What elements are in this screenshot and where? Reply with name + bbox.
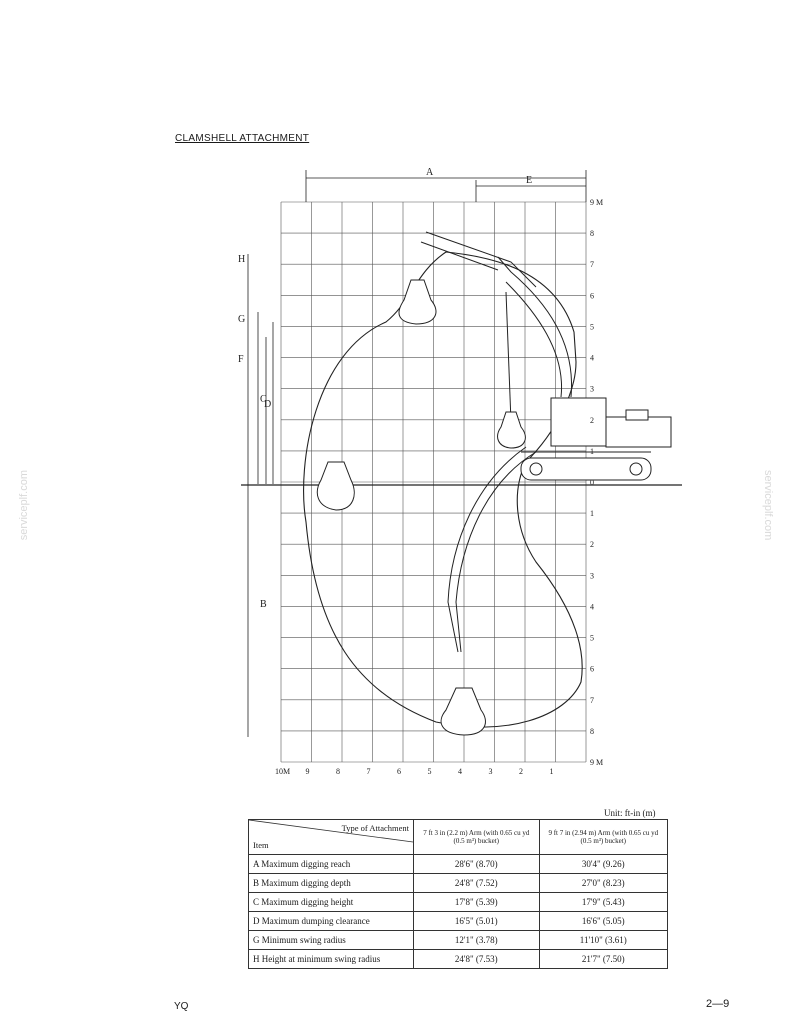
clamshell-buckets [317,280,525,735]
row-value: 21'7" (7.50) [539,950,667,969]
right-scale-tick: 0 [590,478,594,487]
dimension-label-a: A [426,167,434,178]
bottom-scale-tick: 9 [305,767,310,776]
right-scale-tick: 6 [590,291,594,301]
right-scale-tick: 4 [590,602,594,612]
right-scale-tick: 5 [590,322,594,332]
footer-model-code: YQ [174,1001,189,1012]
row-item: C Maximum digging height [249,893,414,912]
right-scale-tick: 2 [590,540,594,550]
bottom-scale-tick: 8 [336,767,340,776]
row-item: A Maximum digging reach [249,855,414,874]
bottom-scale-tick: 6 [397,767,401,776]
right-scale-tick: 8 [590,229,594,239]
bottom-scale-tick: 5 [427,767,432,776]
row-value: 11'10" (3.61) [539,931,667,950]
right-scale-tick: 7 [590,695,594,705]
right-scale-tick: 3 [590,571,594,581]
dimension-lines [248,170,586,737]
right-scale-tick: 5 [590,633,594,643]
header-type-label: Type of Attachment [341,823,409,833]
right-scale-tick: 8 [590,726,594,736]
table-header-row [249,820,668,855]
page-number: 2—9 [706,998,730,1010]
right-scale-tick: 9 M [590,198,604,207]
row-value: 28'6" (8.70) [414,855,540,874]
row-item: H Height at minimum swing radius [249,950,414,969]
table-row [249,893,668,912]
right-scale-tick: 3 [590,384,594,394]
row-item: G Minimum swing radius [249,931,414,950]
dimension-label-d: D [264,399,272,410]
row-value: 17'8" (5.39) [414,893,540,912]
boom-and-arm [421,232,572,652]
row-value: 12'1" (3.78) [414,931,540,950]
unit-label: Unit: ft-in (m) [604,808,656,818]
dimension-label-f: F [238,354,244,365]
column-header: 9 ft 7 in (2.94 m) Arm (with 0.65 cu yd (0.5 m³) bucket) [539,820,667,855]
row-value: 24'8" (7.53) [414,950,540,969]
watermark-left: serviceplf.com [18,470,30,541]
row-value: 16'6" (5.05) [539,912,667,931]
working-range-diagram [236,162,686,782]
dimension-label-g: G [238,314,246,325]
row-value: 27'0" (8.23) [539,874,667,893]
bottom-scale-tick: 1 [549,767,554,776]
row-value: 24'8" (7.52) [414,874,540,893]
dimension-label-c: C [260,394,267,405]
page-title: CLAMSHELL ATTACHMENT [175,133,310,144]
header-corner-cell [249,820,414,855]
bottom-scale-tick: 7 [366,767,371,776]
excavator-body [521,398,671,480]
right-scale-tick: 7 [590,260,594,270]
column-header: 7 ft 3 in (2.2 m) Arm (with 0.65 cu yd (0.5 m³) bucket) [414,820,540,855]
watermark-right: serviceplf.com [762,470,774,541]
header-item-label: Item [253,840,269,850]
row-value: 17'9" (5.43) [539,893,667,912]
row-item: B Maximum digging depth [249,874,414,893]
dimension-label-e: E [526,175,533,186]
right-scale-tick: 2 [590,415,594,425]
row-value: 16'5" (5.01) [414,912,540,931]
bottom-scale-tick: 2 [519,767,523,776]
specification-table [248,819,668,969]
right-scale-tick: 1 [590,446,594,456]
bottom-scale-tick: 10M [275,767,291,776]
row-item: D Maximum dumping clearance [249,912,414,931]
right-scale-tick: 6 [590,664,594,674]
table-row [249,912,668,931]
right-scale-tick: 4 [590,353,594,363]
table-row [249,931,668,950]
bottom-scale-tick: 4 [458,767,462,776]
table-row [249,950,668,969]
row-value: 30'4" (9.26) [539,855,667,874]
table-row [249,855,668,874]
dimension-label-b: B [260,599,267,610]
table-row [249,874,668,893]
right-scale-tick: 1 [590,509,594,519]
right-scale-tick: 9 M [590,758,604,767]
dimension-label-h: H [238,254,246,265]
bottom-scale-tick: 3 [488,767,493,776]
